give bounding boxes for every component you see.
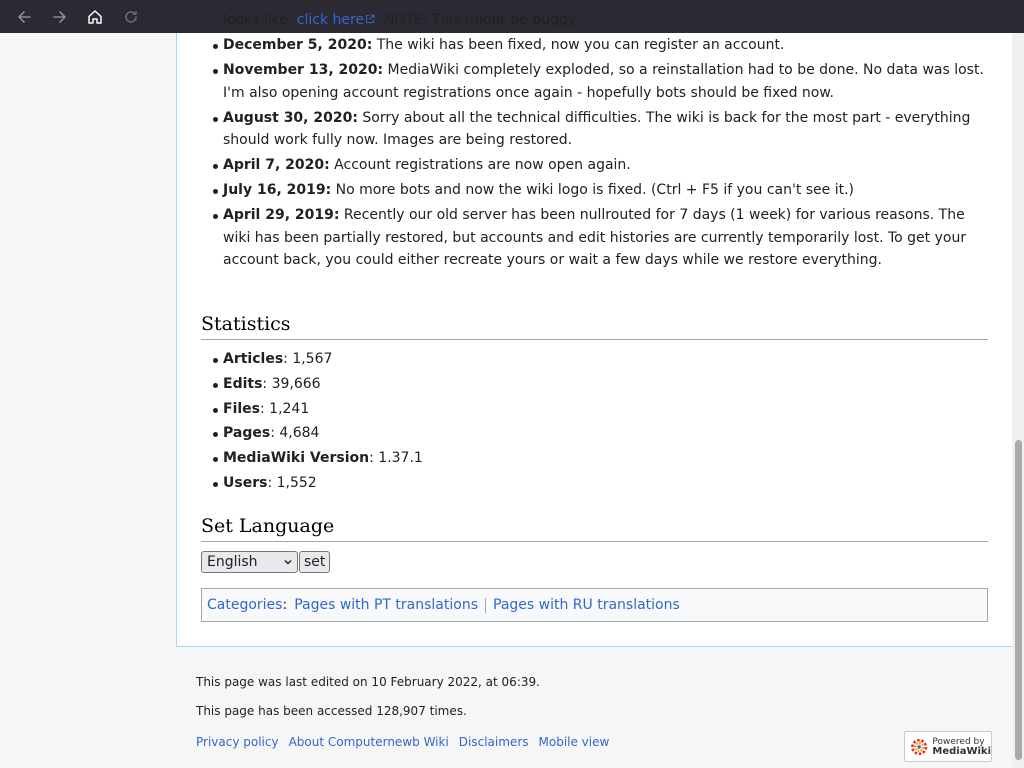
page-scrollbar-thumb[interactable] [1015, 440, 1022, 760]
news-item: April 7, 2020: Account registrations are now open again. [212, 154, 992, 177]
news-item: July 16, 2019: No more bots and now the wiki logo is fixed. (Ctrl + F5 if you can't see it.) [212, 179, 992, 202]
disclaimers-link[interactable]: Disclaimers [458, 735, 529, 749]
powered-by-mediawiki-badge[interactable]: Powered by MediaWiki [904, 731, 992, 762]
stat-item: Users: 1,552 [212, 471, 423, 496]
stat-item: Files: 1,241 [212, 397, 423, 422]
category-pt-translations[interactable]: Pages with PT translations [294, 597, 478, 613]
language-select[interactable]: English [201, 551, 298, 573]
forward-button[interactable] [47, 4, 73, 30]
statistics-list [212, 347, 423, 496]
categories-link[interactable]: Categories [207, 597, 283, 613]
privacy-policy-link[interactable]: Privacy policy [196, 735, 279, 749]
home-icon [86, 8, 104, 26]
language-form [201, 551, 330, 573]
reload-button[interactable] [118, 4, 144, 30]
news-item: April 29, 2019: Recently our old server has been nullrouted for 7 days (1 week) for various reasons. The wiki has been partially restored, but accounts and edit histories are currently temporarily lost. To get your account back, you could either recreate yours or wait a few days while we restore everything. [212, 204, 992, 272]
back-button[interactable] [11, 4, 37, 30]
footer-links [196, 735, 609, 749]
set-language-heading: Set Language [201, 515, 988, 542]
mobile-view-link[interactable]: Mobile view [538, 735, 610, 749]
chevron-down-icon [283, 557, 293, 567]
news-item: August 30, 2020: Sorry about all the technical difficulties. The wiki is back for the most part - everything should work fully now. Images are being restored. [212, 107, 992, 152]
statistics-heading: Statistics [201, 313, 988, 340]
reload-icon [122, 8, 140, 26]
stat-item: MediaWiki Version: 1.37.1 [212, 446, 423, 471]
forward-arrow-icon [51, 8, 69, 26]
stat-item: Articles: 1,567 [212, 347, 423, 372]
set-language-button[interactable]: set [299, 551, 330, 573]
about-link[interactable]: About Computernewb Wiki [288, 735, 449, 749]
news-list [212, 12, 992, 274]
page-views-info: This page has been accessed 128,907 times. [196, 704, 467, 718]
news-item: November 13, 2020: MediaWiki completely exploded, so a reinstallation had to be done. No data was lost. I'm also opening account registrations once again - hopefully bots should be fixed now. [212, 59, 992, 104]
category-separator [485, 598, 486, 613]
external-link-icon [365, 14, 375, 24]
last-edited-info: This page was last edited on 10 February 2022, at 06:39. [196, 675, 540, 689]
category-ru-translations[interactable]: Pages with RU translations [493, 597, 680, 613]
category-links: Categories : Pages with PT translations Pages with RU translations [201, 588, 988, 622]
home-button[interactable] [82, 4, 108, 30]
back-arrow-icon [15, 8, 33, 26]
click-here-link[interactable]: click here [296, 12, 365, 28]
news-item: December 5, 2020: The wiki has been fixed, now you can register an account. [212, 34, 992, 57]
mediawiki-flower-icon [909, 735, 929, 759]
news-continuation: looks like, click here . NOTE: This might be buggy. [223, 12, 579, 28]
stat-item: Pages: 4,684 [212, 421, 423, 446]
stat-item: Edits: 39,666 [212, 372, 423, 397]
